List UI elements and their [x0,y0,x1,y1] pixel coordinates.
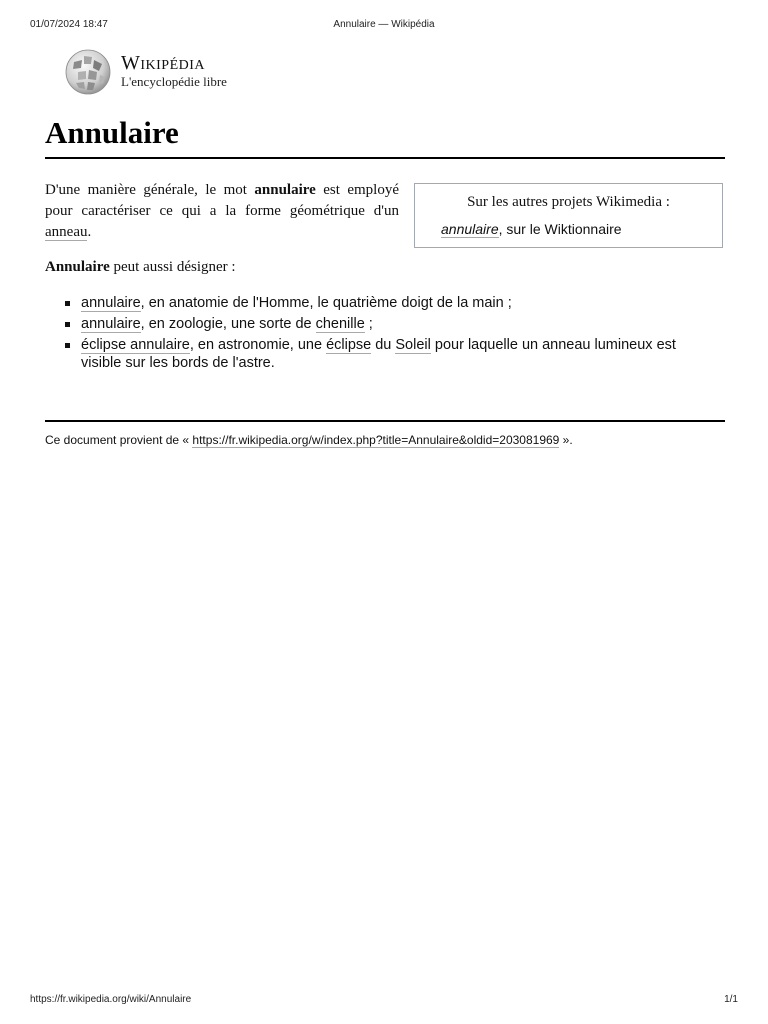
list-item-text: du [371,337,396,353]
anneau-link[interactable]: anneau [45,224,88,240]
title-divider [45,157,725,159]
footer-divider [45,420,725,422]
bullet-icon [65,343,70,348]
list-item-text: ; [364,316,373,332]
intro-bold-term: annulaire [254,182,316,198]
print-header [30,19,738,33]
list-item-text: , en zoologie, une sorte de [140,316,316,332]
print-tab-title: Annulaire — Wikipédia [333,19,435,30]
eclipse-annulaire-link[interactable]: éclipse annulaire [81,337,190,353]
list-item-text: , en anatomie de l'Homme, le quatrième doigt de la main ; [140,295,512,311]
annulaire-anatomy-link[interactable]: annulaire [81,295,141,311]
intro-paragraph [45,180,399,243]
print-page-url: https://fr.wikipedia.org/wiki/Annulaire [30,994,192,1005]
annulaire-zoology-link[interactable]: annulaire [81,316,141,332]
print-page-number: 1/1 [724,994,738,1005]
also-heading [45,259,236,276]
logo-tagline: L'encyclopédie libre [121,74,227,89]
wikipedia-globe-icon [64,48,112,96]
wiktionary-link[interactable]: annulaire [441,221,499,237]
source-permalink[interactable]: https://fr.wikipedia.org/w/index.php?title=Annulaire&oldid=203081969 [192,433,560,447]
print-datetime: 01/07/2024 18:47 [30,19,108,30]
intro-text: est employé pour caractériser ce qui a la forme géométrique d'un [45,182,399,219]
print-footer [30,994,738,1008]
soleil-link[interactable]: Soleil [395,337,431,353]
sister-projects-box [414,183,723,248]
meanings-list [45,294,715,375]
list-item [45,315,715,333]
also-text: peut aussi désigner : [109,259,236,275]
sister-projects-title: Sur les autres projets Wikimedia : [467,194,670,210]
intro-text: D'une manière générale, le mot [45,182,255,198]
list-item-text: , en astronomie, une [189,337,327,353]
bullet-icon [65,322,70,327]
eclipse-link[interactable]: éclipse [326,337,372,353]
intro-text: . [87,224,92,240]
sister-projects-entry [441,221,622,237]
list-item [45,294,715,312]
sister-projects-suffix: , sur le Wiktionnaire [498,221,622,237]
also-bold-term: Annulaire [45,259,110,275]
bullet-icon [65,301,70,306]
chenille-link[interactable]: chenille [315,316,365,332]
logo-wordmark: Wikipédia [121,52,206,74]
source-prefix: Ce document provient de « [45,433,193,447]
list-item [45,336,715,372]
source-suffix: ». [559,433,573,447]
list-item-text: pour laquelle un anneau lumineux est visible sur les bords de l'astre. [81,337,676,371]
source-notice [45,433,573,447]
page-title: Annulaire [45,115,179,150]
